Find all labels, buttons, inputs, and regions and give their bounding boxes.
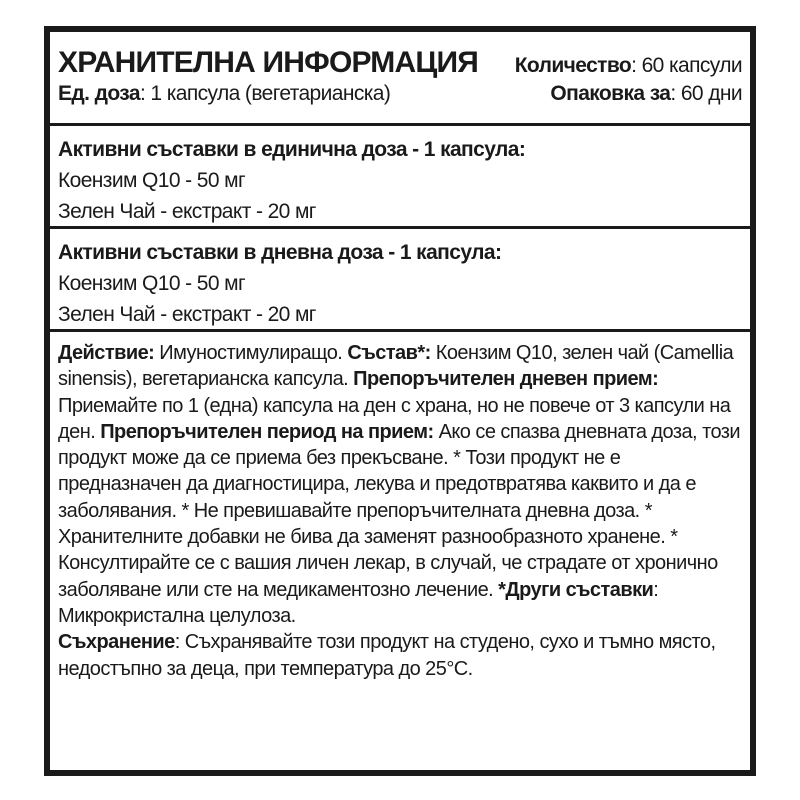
quantity-info	[515, 54, 742, 78]
ingredient-item: Зелен Чай - екстракт - 20 мг	[58, 200, 316, 223]
label-header	[50, 32, 750, 126]
storage-label: Съхранение	[58, 631, 175, 654]
package-label: Опаковка за	[550, 82, 671, 105]
single-dose-heading: Активни съставки в единична доза - 1 капсула:	[58, 138, 526, 161]
other-ingredients-text: : Микрокристална целулоза.	[58, 578, 659, 627]
dose-label: Ед. доза	[58, 82, 140, 105]
package-value: : 60 дни	[670, 82, 742, 105]
ingredient-item: Зелен Чай - екстракт - 20 мг	[58, 303, 316, 326]
nutrition-label	[44, 26, 756, 776]
action-label: Действие:	[58, 342, 155, 364]
other-ingredients-label: *Други съставки	[498, 578, 654, 601]
action-text: Имуностимулиращо.	[154, 342, 348, 364]
daily-dose-heading: Активни съставки в дневна доза - 1 капсула:	[58, 241, 502, 264]
ingredient-item: Коензим Q10 - 50 мг	[58, 169, 246, 192]
composition-label: Състав*:	[347, 342, 431, 364]
intake-text: Приемайте по 1 (една) капсула на ден с храна, но не повече от 3 капсули на ден.	[58, 394, 731, 443]
single-dose-section	[50, 126, 750, 229]
intake-label: Препоръчителен дневен прием:	[353, 368, 659, 391]
quantity-label: Количество	[514, 54, 632, 77]
dose-value: : 1 капсула (вегетарианска)	[139, 82, 391, 105]
composition-text: Коензим Q10, зелен чай (Camellia sinensis), вегетарианска капсула.	[58, 342, 734, 391]
period-label: Препоръчителен период на прием:	[100, 420, 434, 443]
storage-text	[58, 629, 742, 682]
description-text	[58, 340, 742, 629]
header-row-2	[58, 82, 742, 106]
package-info	[550, 82, 742, 106]
header-row-1	[58, 46, 742, 80]
period-text: Ако се спазва дневната доза, този продукт може да се приема без прекъсване. * Този продукт не е предназначен да диагностицира, лекува и предотвратява каквито и да е заболявания. * Не превишавайте препоръчителната дневна доза. * Хранителните добавки не бива да заменят разнообразното хранене. * Консултирайте се с вашия личен лекар, в случай, че страдате от хронично заболяване или сте на медикаментозно лечение.	[58, 420, 741, 601]
quantity-value: : 60 капсули	[631, 54, 742, 77]
label-title: ХРАНИТЕЛНА ИНФОРМАЦИЯ	[58, 46, 479, 79]
storage-value: : Съхранявайте този продукт на студено, сухо и тъмно място, недостъпно за деца, при температура до 25°C.	[58, 631, 716, 680]
description-section	[50, 332, 750, 682]
dose-info	[58, 82, 390, 106]
ingredient-item: Коензим Q10 - 50 мг	[58, 272, 246, 295]
daily-dose-section	[50, 229, 750, 332]
